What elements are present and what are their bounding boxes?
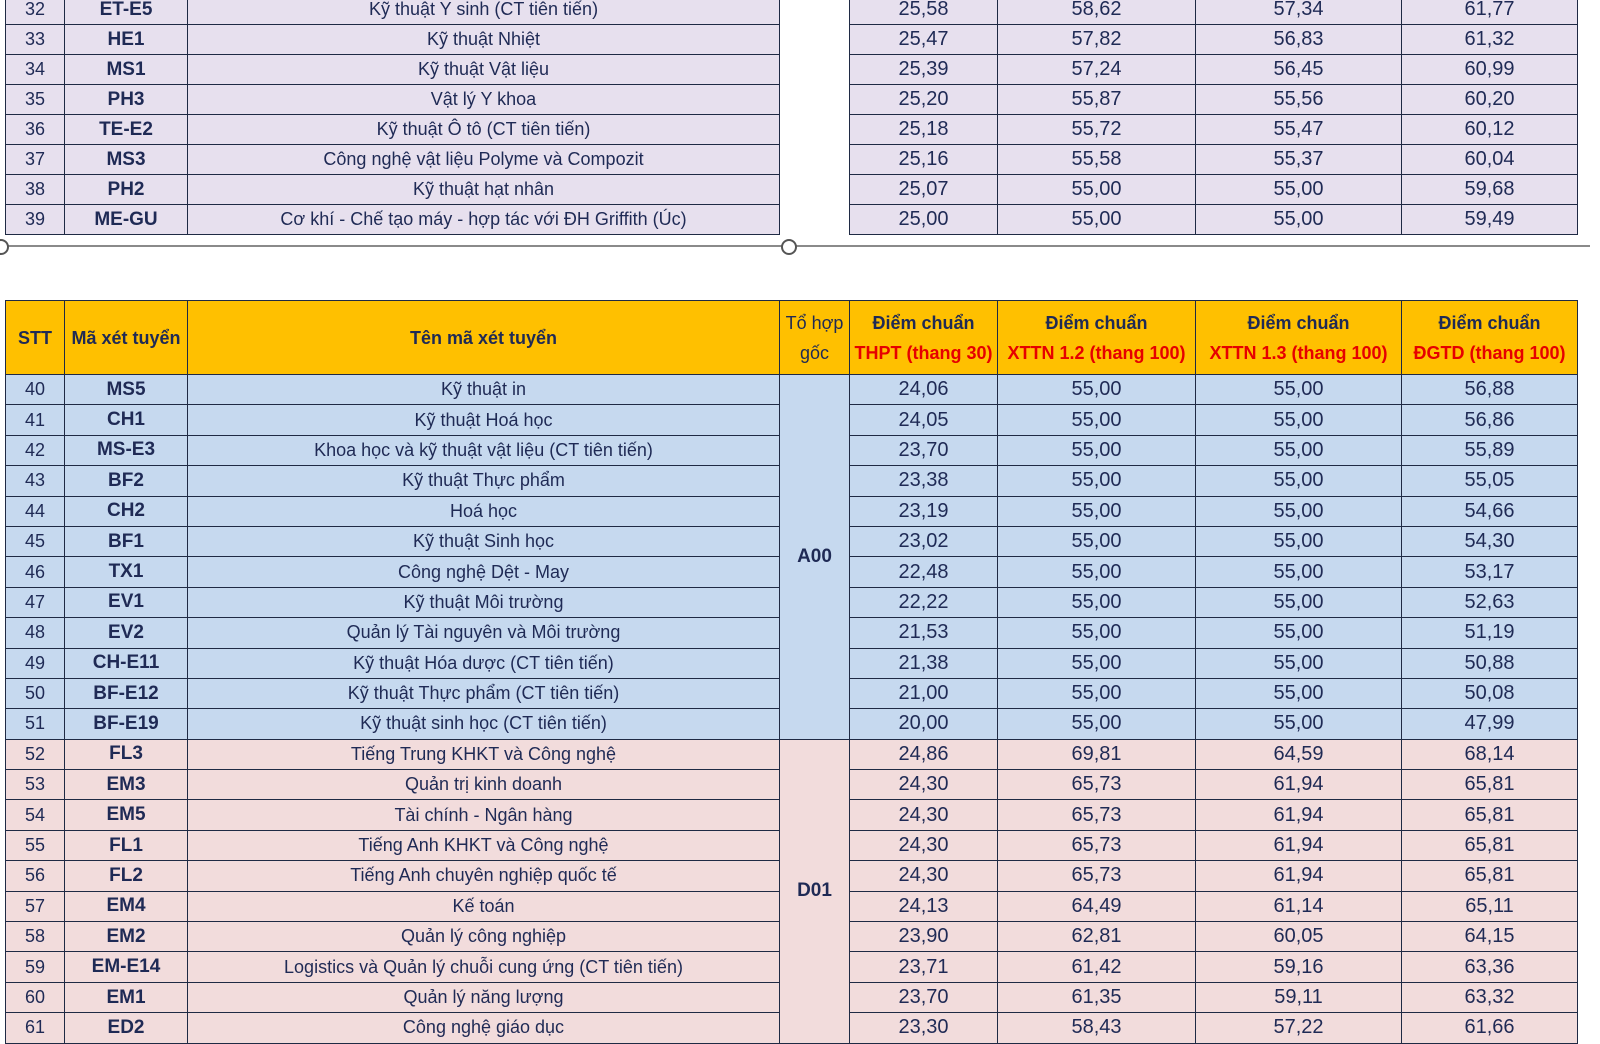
cell-name: Cơ khí - Chế tạo máy - hợp tác với ĐH Griffith (Úc) xyxy=(188,205,780,235)
cell-code: EM1 xyxy=(65,982,188,1012)
cell-dgtd: 65,81 xyxy=(1402,800,1578,830)
cell-stt: 41 xyxy=(6,405,65,435)
cell-code: EV1 xyxy=(65,587,188,617)
table-row xyxy=(6,25,1578,55)
cell-stt: 32 xyxy=(6,0,65,25)
cell-xttn12: 58,43 xyxy=(998,1013,1196,1043)
cell-stt: 60 xyxy=(6,982,65,1012)
cell-thpt: 24,30 xyxy=(850,770,998,800)
cell-xttn12: 64,49 xyxy=(998,891,1196,921)
cell-stt: 57 xyxy=(6,891,65,921)
table-row xyxy=(6,115,1578,145)
cell-xttn13: 60,05 xyxy=(1196,922,1402,952)
cell-combo xyxy=(780,175,850,205)
cell-xttn13: 55,00 xyxy=(1196,435,1402,465)
table-row xyxy=(6,55,1578,85)
header-xttn13 xyxy=(1196,301,1402,375)
cell-stt: 43 xyxy=(6,466,65,496)
cell-code: EM4 xyxy=(65,891,188,921)
cell-name: Kỹ thuật Ô tô (CT tiên tiến) xyxy=(188,115,780,145)
cell-dgtd: 56,86 xyxy=(1402,405,1578,435)
cell-thpt: 25,58 xyxy=(850,0,998,25)
cell-xttn12: 57,82 xyxy=(998,25,1196,55)
cell-dgtd: 51,19 xyxy=(1402,618,1578,648)
table-row xyxy=(6,375,1578,405)
cell-xttn13: 55,00 xyxy=(1196,375,1402,405)
previous-scores-body xyxy=(6,0,1578,235)
cell-code: FL3 xyxy=(65,739,188,769)
cell-stt: 53 xyxy=(6,770,65,800)
cell-dgtd: 63,32 xyxy=(1402,982,1578,1012)
admission-scores-table xyxy=(5,300,1578,1044)
cell-name: Logistics và Quản lý chuỗi cung ứng (CT tiên tiến) xyxy=(188,952,780,982)
cell-dgtd: 54,30 xyxy=(1402,526,1578,556)
cell-dgtd: 68,14 xyxy=(1402,739,1578,769)
cell-xttn13: 61,94 xyxy=(1196,861,1402,891)
cell-name: Kỹ thuật Sinh học xyxy=(188,526,780,556)
cell-xttn12: 55,00 xyxy=(998,466,1196,496)
cell-xttn12: 55,00 xyxy=(998,648,1196,678)
cell-dgtd: 50,08 xyxy=(1402,678,1578,708)
cell-thpt: 24,30 xyxy=(850,830,998,860)
cell-thpt: 25,47 xyxy=(850,25,998,55)
cell-xttn12: 61,35 xyxy=(998,982,1196,1012)
cell-name: Kỹ thuật Hoá học xyxy=(188,405,780,435)
cell-thpt: 21,53 xyxy=(850,618,998,648)
selection-line xyxy=(5,245,1590,247)
cell-xttn12: 55,00 xyxy=(998,496,1196,526)
cell-xttn12: 58,62 xyxy=(998,0,1196,25)
cell-thpt: 24,06 xyxy=(850,375,998,405)
cell-stt: 39 xyxy=(6,205,65,235)
cell-name: Quản lý năng lượng xyxy=(188,982,780,1012)
cell-thpt: 23,30 xyxy=(850,1013,998,1043)
header-stt: STT xyxy=(6,301,65,375)
cell-combo xyxy=(780,85,850,115)
cell-xttn12: 55,00 xyxy=(998,175,1196,205)
cell-dgtd: 59,49 xyxy=(1402,205,1578,235)
cell-code: ET-E5 xyxy=(65,0,188,25)
cell-xttn12: 65,73 xyxy=(998,770,1196,800)
cell-stt: 47 xyxy=(6,587,65,617)
cell-xttn12: 55,00 xyxy=(998,435,1196,465)
cell-code: ME-GU xyxy=(65,205,188,235)
cell-name: Kỹ thuật Thực phẩm xyxy=(188,466,780,496)
cell-xttn12: 55,00 xyxy=(998,678,1196,708)
cell-name: Kỹ thuật hạt nhân xyxy=(188,175,780,205)
previous-scores-table xyxy=(5,0,1578,235)
cell-code: MS-E3 xyxy=(65,435,188,465)
cell-xttn13: 64,59 xyxy=(1196,739,1402,769)
cell-xttn12: 65,73 xyxy=(998,861,1196,891)
cell-stt: 51 xyxy=(6,709,65,739)
cell-dgtd: 61,77 xyxy=(1402,0,1578,25)
header-xttn12-line1: Điểm chuẩn xyxy=(1045,312,1148,333)
cell-thpt: 25,18 xyxy=(850,115,998,145)
header-name: Tên mã xét tuyển xyxy=(188,301,780,375)
cell-stt: 33 xyxy=(6,25,65,55)
cell-name: Kỹ thuật Môi trường xyxy=(188,587,780,617)
cell-xttn12: 57,24 xyxy=(998,55,1196,85)
header-xttn12-line2: XTTN 1.2 (thang 100) xyxy=(1007,342,1186,363)
header-code: Mã xét tuyển xyxy=(65,301,188,375)
cell-xttn12: 55,00 xyxy=(998,375,1196,405)
cell-stt: 36 xyxy=(6,115,65,145)
cell-xttn12: 55,58 xyxy=(998,145,1196,175)
cell-combo xyxy=(780,55,850,85)
cell-xttn12: 55,00 xyxy=(998,526,1196,556)
cell-code: CH1 xyxy=(65,405,188,435)
cell-code: MS1 xyxy=(65,55,188,85)
cell-code: EV2 xyxy=(65,618,188,648)
cell-xttn13: 55,00 xyxy=(1196,405,1402,435)
cell-thpt: 22,48 xyxy=(850,557,998,587)
cell-stt: 58 xyxy=(6,922,65,952)
cell-xttn12: 55,00 xyxy=(998,587,1196,617)
cell-xttn13: 61,94 xyxy=(1196,770,1402,800)
cell-name: Tiếng Anh KHKT và Công nghệ xyxy=(188,830,780,860)
cell-dgtd: 52,63 xyxy=(1402,587,1578,617)
cell-combo-group: A00 xyxy=(780,375,850,740)
cell-stt: 40 xyxy=(6,375,65,405)
cell-thpt: 23,19 xyxy=(850,496,998,526)
cell-thpt: 25,39 xyxy=(850,55,998,85)
cell-xttn13: 59,16 xyxy=(1196,952,1402,982)
cell-thpt: 24,30 xyxy=(850,800,998,830)
cell-name: Kỹ thuật Hóa dược (CT tiên tiến) xyxy=(188,648,780,678)
admission-scores-body xyxy=(6,375,1578,1044)
cell-stt: 38 xyxy=(6,175,65,205)
cell-code: TE-E2 xyxy=(65,115,188,145)
cell-thpt: 20,00 xyxy=(850,709,998,739)
cell-name: Kế toán xyxy=(188,891,780,921)
cell-dgtd: 60,04 xyxy=(1402,145,1578,175)
cell-xttn13: 55,00 xyxy=(1196,709,1402,739)
cell-xttn13: 59,11 xyxy=(1196,982,1402,1012)
cell-code: CH2 xyxy=(65,496,188,526)
cell-combo xyxy=(780,115,850,145)
table-row xyxy=(6,739,1578,769)
cell-name: Khoa học và kỹ thuật vật liệu (CT tiên tiến) xyxy=(188,435,780,465)
cell-combo xyxy=(780,25,850,55)
cell-xttn12: 55,00 xyxy=(998,618,1196,648)
cell-stt: 56 xyxy=(6,861,65,891)
cell-thpt: 24,13 xyxy=(850,891,998,921)
cell-dgtd: 54,66 xyxy=(1402,496,1578,526)
cell-code: EM5 xyxy=(65,800,188,830)
header-combo xyxy=(780,301,850,375)
cell-stt: 50 xyxy=(6,678,65,708)
cell-code: TX1 xyxy=(65,557,188,587)
cell-xttn13: 55,47 xyxy=(1196,115,1402,145)
cell-xttn12: 55,00 xyxy=(998,709,1196,739)
table-row xyxy=(6,145,1578,175)
cell-xttn13: 61,94 xyxy=(1196,800,1402,830)
cell-code: ED2 xyxy=(65,1013,188,1043)
cell-xttn13: 56,83 xyxy=(1196,25,1402,55)
cell-stt: 49 xyxy=(6,648,65,678)
cell-xttn13: 55,56 xyxy=(1196,85,1402,115)
cell-stt: 59 xyxy=(6,952,65,982)
cell-xttn13: 55,00 xyxy=(1196,466,1402,496)
cell-dgtd: 61,66 xyxy=(1402,1013,1578,1043)
cell-code: MS3 xyxy=(65,145,188,175)
cell-combo xyxy=(780,0,850,25)
cell-dgtd: 55,05 xyxy=(1402,466,1578,496)
header-combo-line1: Tổ hợp xyxy=(785,312,844,333)
cell-name: Kỹ thuật Vật liệu xyxy=(188,55,780,85)
cell-xttn13: 55,00 xyxy=(1196,678,1402,708)
header-dgtd-line1: Điểm chuẩn xyxy=(1438,312,1541,333)
cell-dgtd: 53,17 xyxy=(1402,557,1578,587)
cell-xttn13: 57,34 xyxy=(1196,0,1402,25)
table-row xyxy=(6,175,1578,205)
cell-code: FL2 xyxy=(65,861,188,891)
cell-name: Kỹ thuật in xyxy=(188,375,780,405)
cell-thpt: 23,38 xyxy=(850,466,998,496)
cell-code: BF-E19 xyxy=(65,709,188,739)
cell-code: BF1 xyxy=(65,526,188,556)
header-dgtd xyxy=(1402,301,1578,375)
cell-stt: 34 xyxy=(6,55,65,85)
cell-code: CH-E11 xyxy=(65,648,188,678)
cell-xttn12: 55,87 xyxy=(998,85,1196,115)
cell-dgtd: 59,68 xyxy=(1402,175,1578,205)
cell-name: Tiếng Anh chuyên nghiệp quốc tế xyxy=(188,861,780,891)
cell-dgtd: 65,81 xyxy=(1402,770,1578,800)
cell-code: PH3 xyxy=(65,85,188,115)
cell-code: MS5 xyxy=(65,375,188,405)
cell-combo xyxy=(780,205,850,235)
cell-name: Vật lý Y khoa xyxy=(188,85,780,115)
cell-thpt: 21,38 xyxy=(850,648,998,678)
cell-dgtd: 60,99 xyxy=(1402,55,1578,85)
cell-xttn13: 55,00 xyxy=(1196,618,1402,648)
cell-name: Quản lý công nghiệp xyxy=(188,922,780,952)
cell-dgtd: 56,88 xyxy=(1402,375,1578,405)
cell-thpt: 23,70 xyxy=(850,435,998,465)
cell-xttn12: 55,72 xyxy=(998,115,1196,145)
cell-thpt: 23,70 xyxy=(850,982,998,1012)
cell-name: Tài chính - Ngân hàng xyxy=(188,800,780,830)
cell-stt: 45 xyxy=(6,526,65,556)
cell-code: EM-E14 xyxy=(65,952,188,982)
cell-dgtd: 60,20 xyxy=(1402,85,1578,115)
cell-name: Kỹ thuật Y sinh (CT tiên tiến) xyxy=(188,0,780,25)
header-xttn12 xyxy=(998,301,1196,375)
cell-combo xyxy=(780,145,850,175)
cell-dgtd: 61,32 xyxy=(1402,25,1578,55)
cell-code: FL1 xyxy=(65,830,188,860)
cell-xttn13: 55,00 xyxy=(1196,205,1402,235)
header-combo-line2: gốc xyxy=(799,342,830,363)
cell-dgtd: 60,12 xyxy=(1402,115,1578,145)
cell-xttn12: 55,00 xyxy=(998,557,1196,587)
cell-stt: 55 xyxy=(6,830,65,860)
cell-stt: 37 xyxy=(6,145,65,175)
cell-code: BF2 xyxy=(65,466,188,496)
cell-name: Kỹ thuật Nhiệt xyxy=(188,25,780,55)
cell-stt: 35 xyxy=(6,85,65,115)
cell-xttn12: 65,73 xyxy=(998,800,1196,830)
cell-stt: 52 xyxy=(6,739,65,769)
cell-xttn12: 62,81 xyxy=(998,922,1196,952)
cell-xttn12: 55,00 xyxy=(998,205,1196,235)
cell-name: Quản trị kinh doanh xyxy=(188,770,780,800)
cell-dgtd: 65,81 xyxy=(1402,861,1578,891)
table-row xyxy=(6,85,1578,115)
header-thpt-line1: Điểm chuẩn xyxy=(872,312,975,333)
cell-name: Hoá học xyxy=(188,496,780,526)
table-header-row xyxy=(6,301,1578,375)
cell-thpt: 25,07 xyxy=(850,175,998,205)
cell-stt: 48 xyxy=(6,618,65,648)
header-thpt-line2: THPT (thang 30) xyxy=(854,342,993,363)
cell-xttn12: 65,73 xyxy=(998,830,1196,860)
cell-xttn13: 55,00 xyxy=(1196,587,1402,617)
cell-dgtd: 65,11 xyxy=(1402,891,1578,921)
cell-thpt: 23,71 xyxy=(850,952,998,982)
cell-thpt: 25,00 xyxy=(850,205,998,235)
table-row xyxy=(6,0,1578,25)
cell-xttn13: 61,14 xyxy=(1196,891,1402,921)
cell-name: Công nghệ giáo dục xyxy=(188,1013,780,1043)
cell-xttn13: 55,00 xyxy=(1196,557,1402,587)
cell-code: EM3 xyxy=(65,770,188,800)
cell-dgtd: 47,99 xyxy=(1402,709,1578,739)
cell-xttn13: 56,45 xyxy=(1196,55,1402,85)
cell-xttn13: 55,00 xyxy=(1196,526,1402,556)
table-row xyxy=(6,205,1578,235)
cell-name: Quản lý Tài nguyên và Môi trường xyxy=(188,618,780,648)
header-thpt xyxy=(850,301,998,375)
cell-thpt: 25,16 xyxy=(850,145,998,175)
cell-code: HE1 xyxy=(65,25,188,55)
cell-thpt: 23,02 xyxy=(850,526,998,556)
cell-name: Tiếng Trung KHKT và Công nghệ xyxy=(188,739,780,769)
cell-thpt: 24,05 xyxy=(850,405,998,435)
cell-code: BF-E12 xyxy=(65,678,188,708)
cell-xttn12: 69,81 xyxy=(998,739,1196,769)
cell-xttn13: 57,22 xyxy=(1196,1013,1402,1043)
cell-name: Công nghệ vật liệu Polyme và Compozit xyxy=(188,145,780,175)
cell-xttn12: 55,00 xyxy=(998,405,1196,435)
header-xttn13-line1: Điểm chuẩn xyxy=(1247,312,1350,333)
cell-stt: 44 xyxy=(6,496,65,526)
cell-dgtd: 64,15 xyxy=(1402,922,1578,952)
cell-thpt: 22,22 xyxy=(850,587,998,617)
cell-dgtd: 63,36 xyxy=(1402,952,1578,982)
cell-thpt: 25,20 xyxy=(850,85,998,115)
cell-xttn13: 55,00 xyxy=(1196,496,1402,526)
cell-stt: 42 xyxy=(6,435,65,465)
cell-thpt: 23,90 xyxy=(850,922,998,952)
resize-handle-middle[interactable] xyxy=(781,239,797,255)
header-xttn13-line2: XTTN 1.3 (thang 100) xyxy=(1209,342,1388,363)
cell-name: Công nghệ Dệt - May xyxy=(188,557,780,587)
resize-handle-left[interactable] xyxy=(0,239,9,255)
cell-dgtd: 65,81 xyxy=(1402,830,1578,860)
cell-stt: 54 xyxy=(6,800,65,830)
cell-combo-group: D01 xyxy=(780,739,850,1043)
cell-dgtd: 55,89 xyxy=(1402,435,1578,465)
cell-xttn13: 55,37 xyxy=(1196,145,1402,175)
cell-stt: 61 xyxy=(6,1013,65,1043)
cell-name: Kỹ thuật Thực phẩm (CT tiên tiến) xyxy=(188,678,780,708)
cell-thpt: 21,00 xyxy=(850,678,998,708)
header-dgtd-line2: ĐGTD (thang 100) xyxy=(1413,342,1566,363)
cell-xttn13: 55,00 xyxy=(1196,648,1402,678)
cell-stt: 46 xyxy=(6,557,65,587)
cell-xttn13: 61,94 xyxy=(1196,830,1402,860)
cell-xttn12: 61,42 xyxy=(998,952,1196,982)
cell-thpt: 24,86 xyxy=(850,739,998,769)
cell-xttn13: 55,00 xyxy=(1196,175,1402,205)
cell-thpt: 24,30 xyxy=(850,861,998,891)
cell-dgtd: 50,88 xyxy=(1402,648,1578,678)
cell-code: EM2 xyxy=(65,922,188,952)
cell-name: Kỹ thuật sinh học (CT tiên tiến) xyxy=(188,709,780,739)
cell-code: PH2 xyxy=(65,175,188,205)
